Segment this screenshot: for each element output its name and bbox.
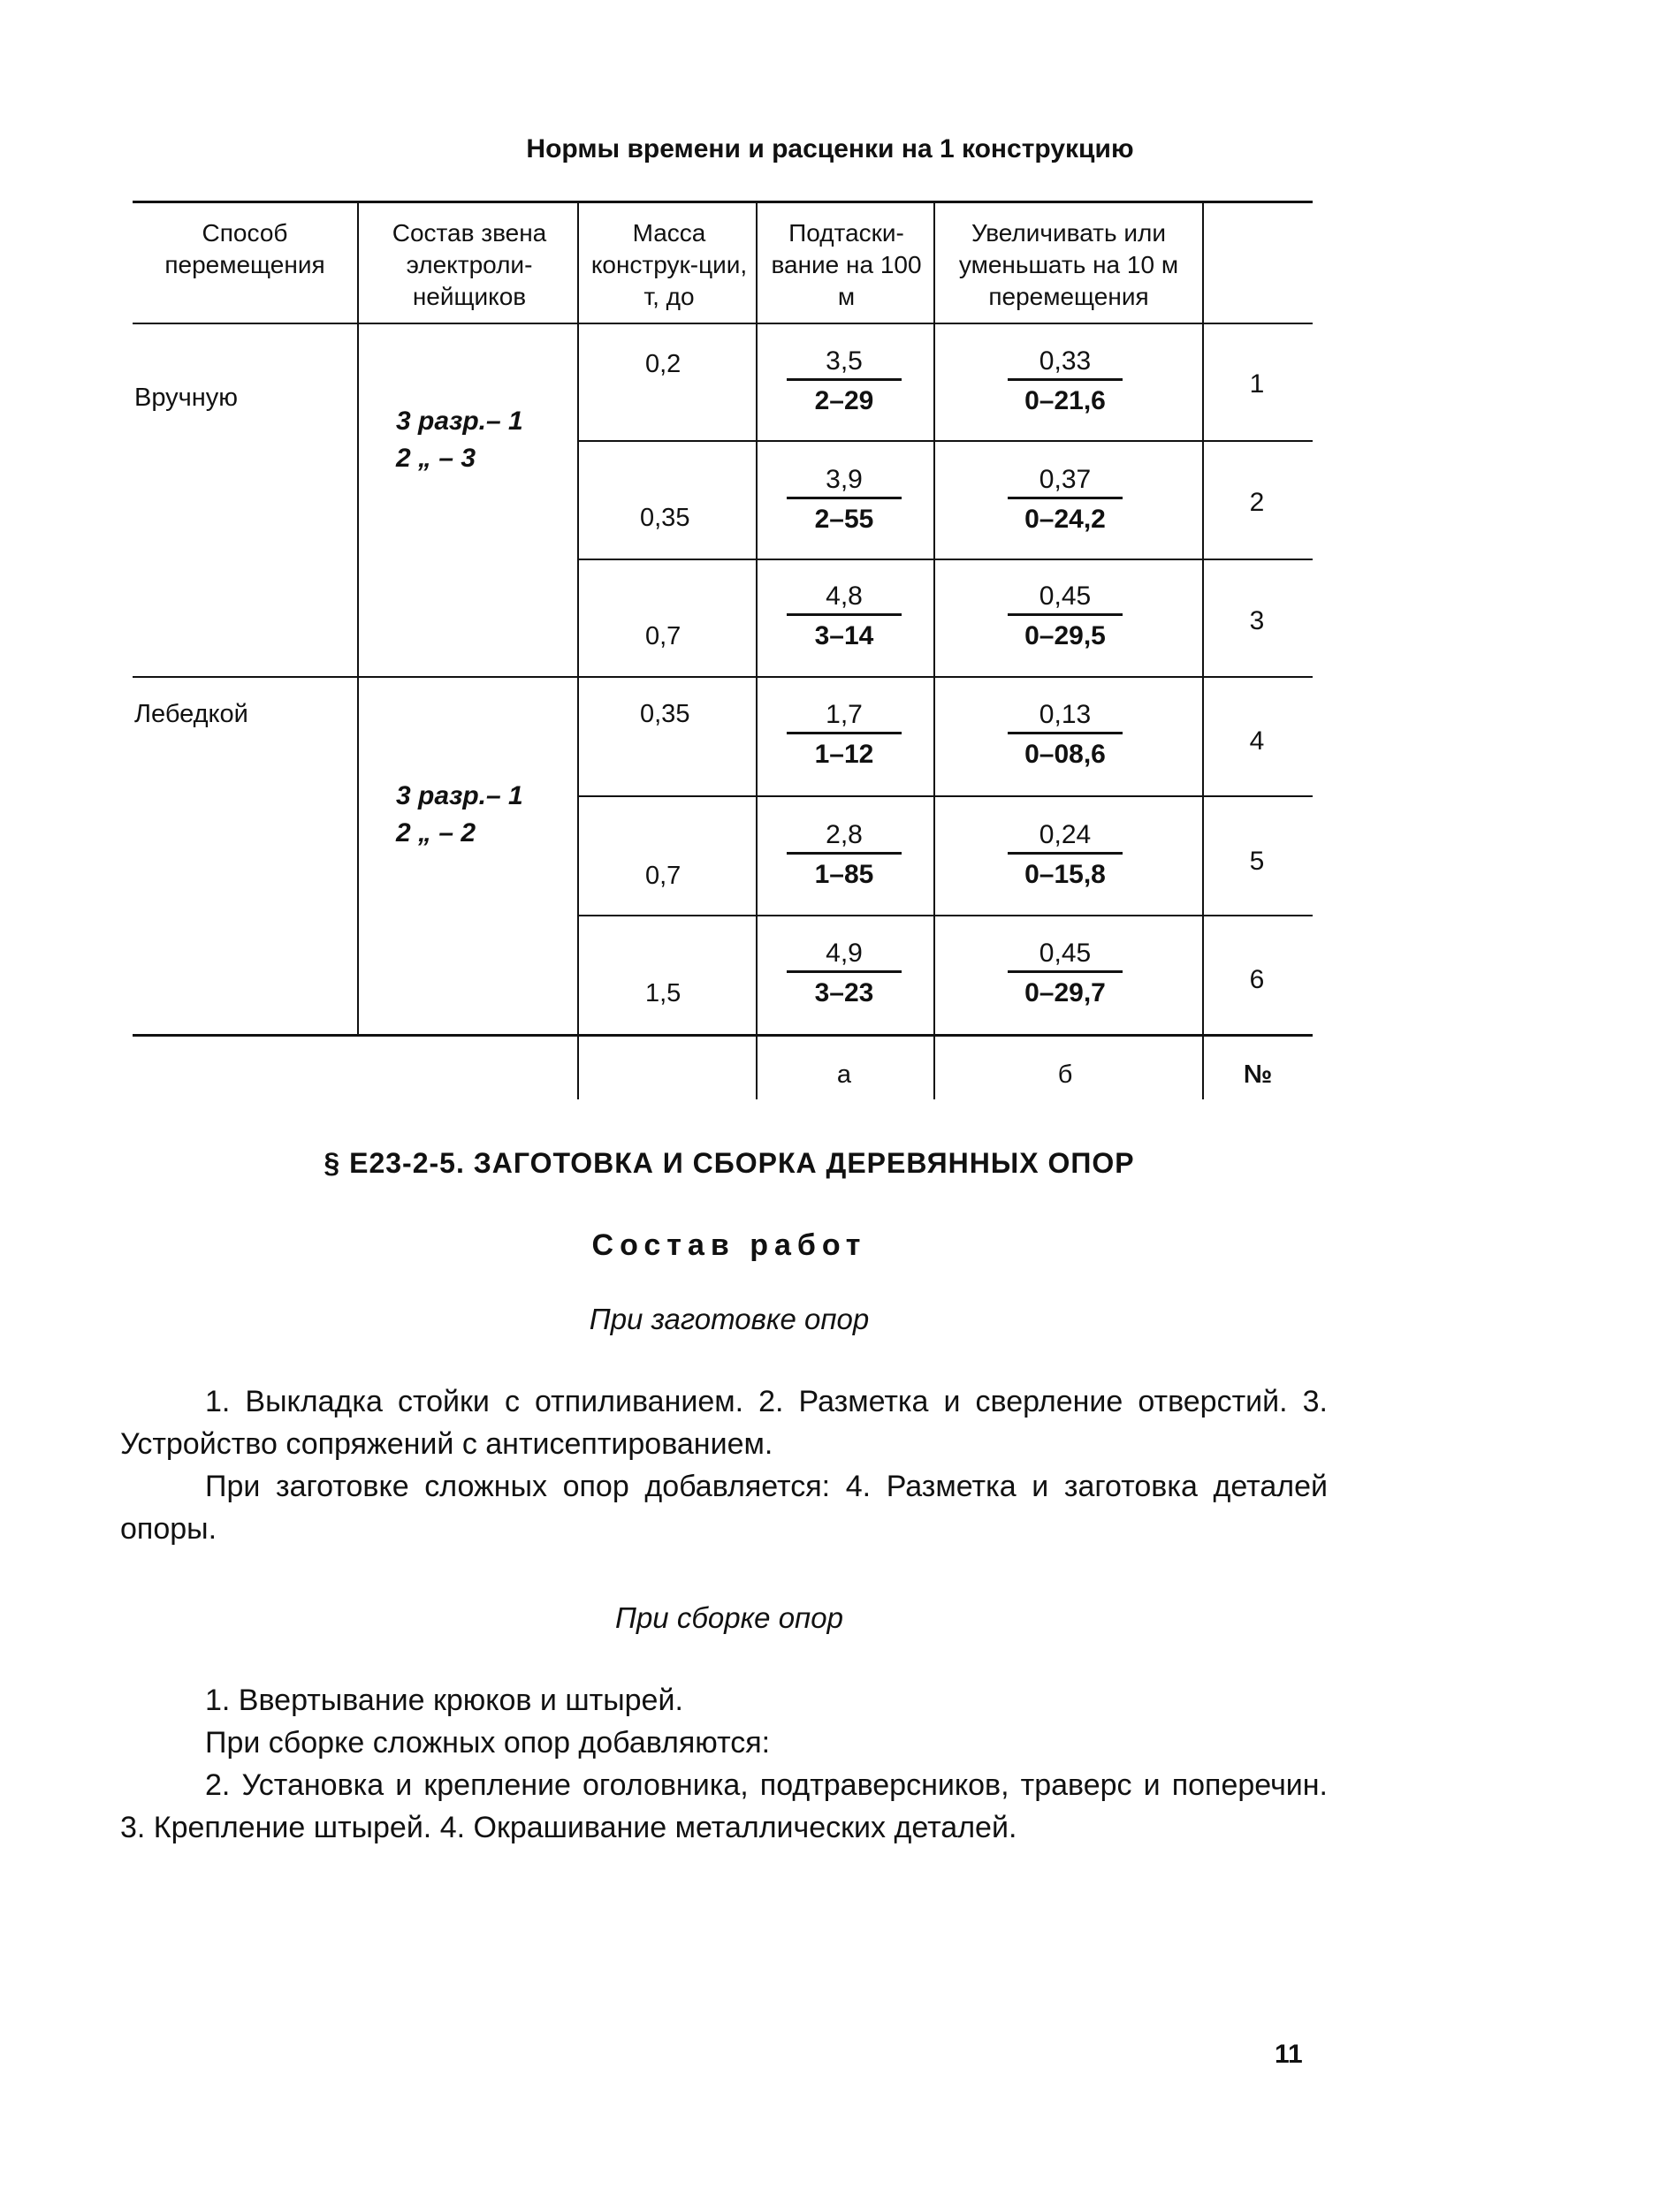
paragraph: [120, 1764, 1328, 1849]
crew-line: 3 разр.– 1: [396, 407, 523, 436]
rate: 3–14: [814, 621, 874, 650]
table-title: Нормы времени и расценки на 1 конструкцию: [526, 134, 1134, 163]
paragraph-text: При заготовке сложных опор добавляется: 4. Разметка и заготовка деталей опоры.: [120, 1470, 1328, 1546]
haul-fraction: [787, 700, 902, 770]
table-top-rule: [133, 201, 1313, 203]
column-number-sign: №: [1243, 1060, 1273, 1089]
crew-composition: [396, 403, 523, 477]
col-divider: [1202, 201, 1204, 1099]
paragraph: [120, 1380, 1328, 1465]
header-method: Способ перемещения: [164, 219, 325, 278]
time-norm: 0,13: [1039, 700, 1092, 729]
time-norm: 3,9: [826, 465, 863, 494]
rate: 0–29,7: [1024, 978, 1106, 1007]
adjust-fraction: [1008, 820, 1123, 890]
col-divider: [357, 201, 359, 1036]
haul-fraction: [787, 465, 902, 535]
column-letter-a: а: [836, 1060, 852, 1089]
haul-fraction: [787, 582, 902, 651]
paragraph: [120, 1722, 1328, 1764]
section-title: § Е23-2-5. ЗАГОТОВКА И СБОРКА ДЕРЕВЯННЫХ ОПОР: [324, 1147, 1135, 1179]
time-norm: 4,8: [826, 582, 863, 611]
adjust-fraction: [1008, 939, 1123, 1008]
header-bottom-rule: [133, 323, 1313, 324]
paragraph-text: 1. Выкладка стойки с отпиливанием. 2. Разметка и сверление отверстий. 3. Устройство сопряжений с антисептированием.: [120, 1385, 1328, 1461]
rate: 2–29: [814, 386, 874, 415]
method-winch: Лебедкой: [134, 700, 248, 728]
rate: 1–85: [814, 860, 874, 889]
paragraph-text: 2. Установка и крепление оголовника, подтраверсников, траверс и поперечин. 3. Крепление штырей. 4. Окрашивание металлических деталей.: [120, 1768, 1328, 1844]
rate: 0–21,6: [1024, 386, 1106, 415]
row-number: 2: [1249, 488, 1265, 517]
col-divider: [577, 201, 579, 1099]
row-number: 6: [1249, 965, 1265, 994]
row-number: 3: [1249, 606, 1265, 635]
mass-value: 0,7: [645, 622, 682, 650]
header-haul: Подтаски-вание на 100 м: [771, 219, 922, 310]
crew-line: 2 „ – 2: [396, 818, 476, 848]
row-number: 4: [1249, 726, 1265, 756]
time-norm: 0,33: [1039, 346, 1092, 376]
rate: 1–12: [814, 740, 874, 769]
adjust-fraction: [1008, 346, 1123, 416]
adjust-fraction: [1008, 582, 1123, 651]
time-norm: 0,37: [1039, 465, 1092, 494]
composition-title: Состав работ: [591, 1228, 867, 1262]
time-norm: 0,45: [1039, 582, 1092, 611]
method-manual: Вручную: [134, 384, 239, 412]
col-divider: [933, 201, 935, 1099]
mass-value: 1,5: [645, 979, 682, 1007]
time-norm: 0,24: [1039, 820, 1092, 849]
crew-composition: [396, 778, 523, 852]
header-adjust: Увеличивать или уменьшать на 10 м перемещения: [958, 219, 1179, 310]
paragraph-text: При сборке сложных опор добавляются:: [205, 1726, 771, 1760]
time-norm: 2,8: [826, 820, 863, 849]
mass-value: 0,35: [640, 504, 690, 532]
paragraph: [120, 1679, 1328, 1722]
col-divider: [756, 201, 758, 1099]
time-norm: 4,9: [826, 939, 863, 968]
rate: 3–23: [814, 978, 874, 1007]
time-norm: 1,7: [826, 700, 863, 729]
crew-line: 3 разр.– 1: [396, 781, 523, 810]
rate: 0–08,6: [1024, 740, 1106, 769]
rate: 0–15,8: [1024, 860, 1106, 889]
adjust-fraction: [1008, 465, 1123, 535]
paragraph-text: 1. Ввертывание крюков и штырей.: [205, 1684, 683, 1717]
rate: 2–55: [814, 505, 874, 534]
row-number: 5: [1249, 847, 1265, 876]
adjust-fraction: [1008, 700, 1123, 770]
mass-value: 0,35: [640, 700, 690, 728]
column-letter-b: б: [1057, 1060, 1073, 1089]
header-mass: Масса конструк-ции, т, до: [590, 219, 748, 310]
haul-fraction: [787, 820, 902, 890]
haul-fraction: [787, 346, 902, 416]
crew-line: 2 „ – 3: [396, 444, 476, 473]
page-number: 11: [1275, 2040, 1303, 2069]
row-number: 1: [1249, 369, 1265, 399]
table-body-bottom-rule: [133, 1034, 1313, 1037]
subsection-title: При сборке опор: [615, 1601, 843, 1634]
time-norm: 3,5: [826, 346, 863, 376]
mass-value: 0,7: [645, 862, 682, 890]
paragraph: [120, 1465, 1328, 1550]
rate: 0–24,2: [1024, 505, 1106, 534]
time-norm: 0,45: [1039, 939, 1092, 968]
haul-fraction: [787, 939, 902, 1008]
subsection-title: При заготовке опор: [589, 1303, 870, 1335]
mass-value: 0,2: [645, 350, 682, 378]
group-divider: [133, 676, 1313, 678]
header-crew: Состав звена электроли-нейщиков: [392, 219, 547, 310]
rate: 0–29,5: [1024, 621, 1106, 650]
